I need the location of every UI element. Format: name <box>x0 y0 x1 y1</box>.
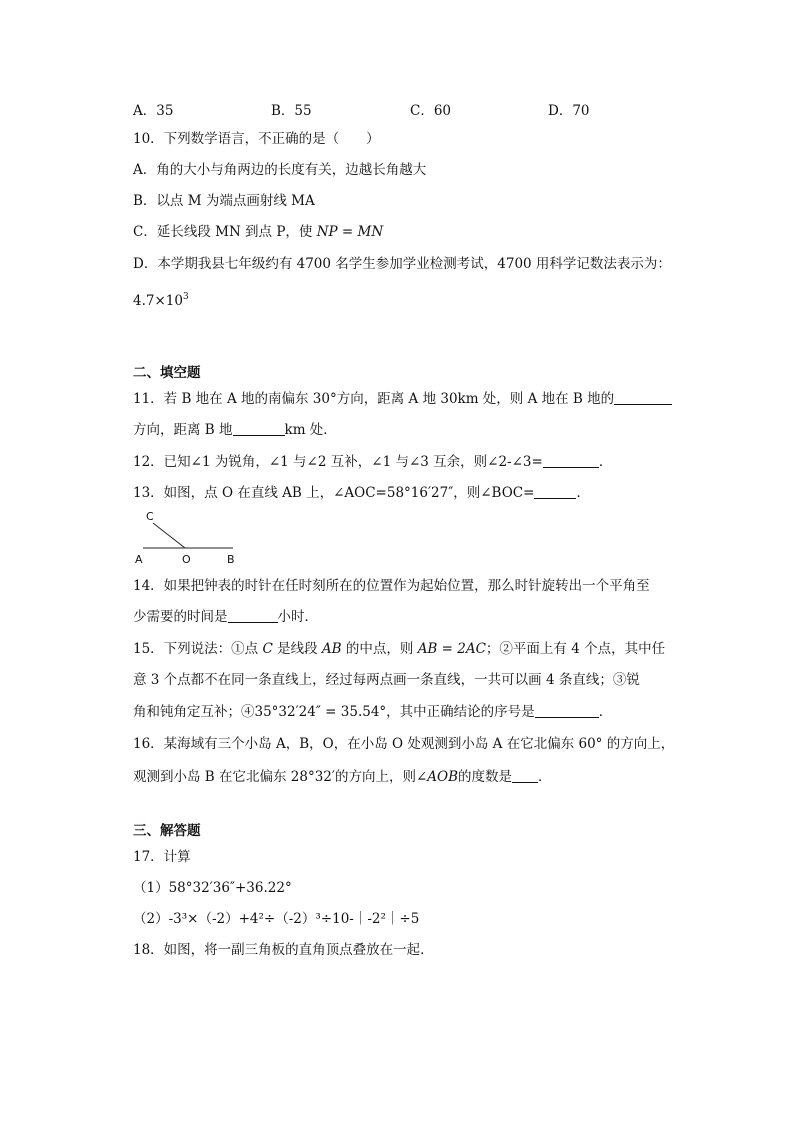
q17-part1: （1）58°32′36″+36.22° <box>133 880 292 896</box>
q10-value-base: 4.7×10 <box>133 293 183 309</box>
q11-text2a: 方向，距离 B 地 <box>133 422 233 438</box>
q14-text2b: 小时． <box>277 609 318 625</box>
q11-blank-distance[interactable] <box>233 421 285 436</box>
q13-blank[interactable] <box>534 484 576 499</box>
q11-line1 <box>133 390 672 408</box>
q14-text2a: 少需要的时间是 <box>133 609 228 625</box>
q10-option-c-math: NP = MN <box>316 224 384 240</box>
q10-option-c-text: C．延长线段 MN 到点 P，使 <box>133 224 317 240</box>
q15-t6: ． <box>598 704 613 720</box>
q12 <box>133 453 612 471</box>
q13 <box>133 484 590 502</box>
label-a: A <box>135 553 143 566</box>
q15-equation: AB = 2AC <box>417 641 486 657</box>
q12-end: ． <box>598 454 613 470</box>
q10-option-a: A．角的大小与角两边的长度有关，边越长角越大 <box>133 162 427 178</box>
q15-t2: 是线段 <box>272 641 322 657</box>
q12-blank[interactable] <box>543 453 599 468</box>
q16-blank[interactable] <box>512 768 538 783</box>
q11-blank-direction[interactable] <box>614 390 672 405</box>
q15-blank[interactable] <box>535 703 599 718</box>
q15-t1: 15．下列说法：①点 <box>133 641 263 657</box>
ray-oc <box>153 523 185 548</box>
q14-line2 <box>133 608 318 626</box>
q14-blank[interactable] <box>228 608 278 623</box>
q9-option-d: D．70 <box>548 103 590 119</box>
section-solve-title: 三、解答题 <box>133 823 201 839</box>
q11-line2 <box>133 421 337 439</box>
q10-stem: 10．下列数学语言，不正确的是（ ） <box>133 131 380 147</box>
q15-t5: 角和钝角定互补；④35°32′24″ = 35.54°，其中正确结论的序号是 <box>133 704 535 720</box>
q9-option-b: B．55 <box>271 103 312 119</box>
q16-t2: 的度数是 <box>458 769 513 785</box>
q10-option-c <box>133 223 383 241</box>
q15-line2: 意 3 个点都不在同一条直线上，经过每两点画一条直线，一共可以画 4 条直线；③锐 <box>133 672 640 688</box>
q13-text: 13．如图，点 O 在直线 AB 上，∠AOC=58°16′27″，则∠BOC= <box>133 485 535 501</box>
q10-value-exp: 3 <box>182 292 189 302</box>
q13-figure <box>133 508 243 568</box>
q12-text: 12．已知∠1 为锐角，∠1 与∠2 互补，∠1 与∠3 互余，则∠2-∠3= <box>133 454 543 470</box>
q10-option-d-value <box>133 292 189 310</box>
q13-end: ． <box>576 485 590 501</box>
q15-t3: 的中点，则 <box>341 641 418 657</box>
section-fill-in-title: 二、填空题 <box>133 365 201 381</box>
q15-segment-ab: AB <box>321 641 342 657</box>
q11-text: 11．若 B 地在 A 地的南偏东 30°方向，距离 A 地 30km 处，则 A 地在 B 地的 <box>133 391 615 407</box>
q15-point-c: C <box>262 641 273 657</box>
q15-t4: ；②平面上有 4 个点，其中任 <box>485 641 666 657</box>
q17-part2: （2）-3³×（-2）+4²÷（-2）³÷10-｜-2²｜÷5 <box>133 911 420 927</box>
q18-stem: 18．如图，将一副三角板的直角顶点叠放在一起． <box>133 942 434 958</box>
q16-line1: 16．某海域有三个小岛 A，B，O，在小岛 O 处观测到小岛 A 在它北偏东 60° 的方向上， <box>133 736 675 752</box>
q9-option-a: A．35 <box>133 103 174 119</box>
q10-option-b: B．以点 M 为端点画射线 MA <box>133 193 315 209</box>
label-b: B <box>227 553 235 566</box>
q16-t1: 观测到小岛 B 在它北偏东 28°32′的方向上，则 <box>133 769 416 785</box>
q16-t3: ． <box>538 769 552 785</box>
q17-stem: 17．计算 <box>133 849 191 865</box>
q15-line1 <box>133 640 665 658</box>
label-o: O <box>182 553 191 566</box>
q16-line2 <box>133 768 552 786</box>
q11-text2b: km 处． <box>284 422 337 438</box>
label-c: C <box>146 510 154 523</box>
q9-option-c: C．60 <box>410 103 452 119</box>
q16-angle: ∠AOB <box>415 769 459 785</box>
q15-line3 <box>133 703 612 721</box>
q10-option-d: D．本学期我县七年级约有 4700 名学生参加学业检测考试，4700 用科学记数法表示为： <box>133 256 671 272</box>
q14-line1: 14．如果把钟表的时针在任时刻所在的位置作为起始位置，那么时针旋转出一个平角至 <box>133 578 650 594</box>
